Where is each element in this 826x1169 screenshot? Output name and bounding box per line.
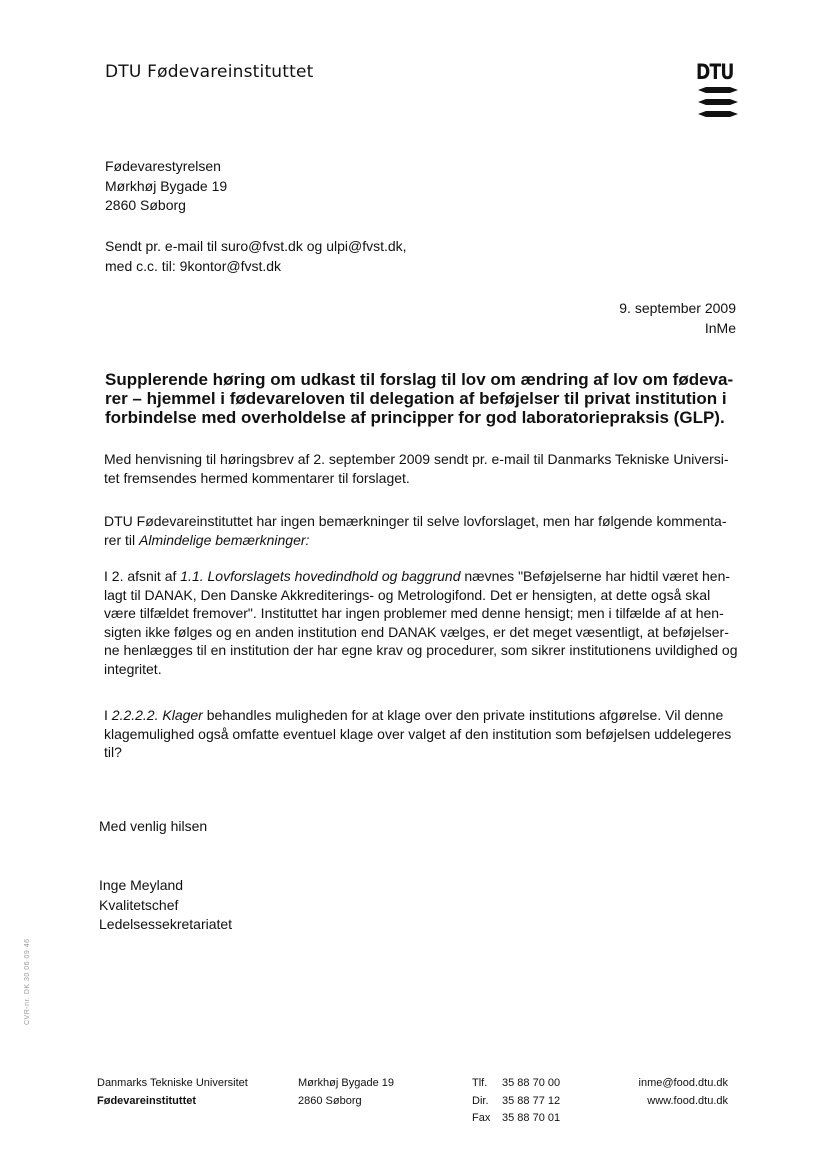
footer-contact bbox=[639, 1075, 728, 1110]
recipient-line: Fødevarestyrelsen bbox=[105, 158, 221, 174]
footer-org-name: Danmarks Tekniske Universitet bbox=[97, 1077, 248, 1089]
text-line bbox=[104, 706, 744, 725]
text-line: Med henvisning til høringsbrev af 2. september 2009 sendt pr. e-mail til Danmarks Tekniske Universi- bbox=[104, 451, 729, 467]
signature-block bbox=[99, 876, 232, 935]
phone-number: 35 88 70 01 bbox=[502, 1112, 561, 1124]
paragraph-section-2-2-2-2 bbox=[104, 706, 744, 762]
text-line: ne henlægges til en institution der har egne krav og procedurer, som sikrer institutionens uvildighed og bbox=[104, 642, 738, 658]
text-line bbox=[104, 567, 744, 586]
paragraph-section-1-1 bbox=[104, 567, 744, 678]
phone-label: Fax bbox=[472, 1112, 491, 1124]
text-span: nævnes "Beføjelserne har hidtil været hen- bbox=[460, 568, 731, 584]
text-line: DTU Fødevareinstituttet har ingen bemærkninger til selve lovforslaget, men har følgende kommenta- bbox=[104, 513, 727, 529]
footer-phone-row bbox=[472, 1075, 560, 1093]
initials: InMe bbox=[704, 319, 736, 336]
subject-heading bbox=[105, 370, 745, 427]
subject-line: rer – hjemmel i fødevareloven til delegation af beføjelser til privat institution i bbox=[105, 389, 727, 408]
date-block bbox=[619, 299, 736, 338]
italic-reference: Almindelige bemærkninger: bbox=[139, 531, 310, 548]
footer-phone-row bbox=[472, 1093, 560, 1111]
sent-info bbox=[105, 237, 407, 276]
italic-reference: 1.1. Lovforslagets hovedindhold og baggrund bbox=[180, 568, 461, 584]
letter-date: 9. september 2009 bbox=[619, 300, 736, 316]
signer-title: Kvalitetschef bbox=[99, 896, 179, 913]
footer-organization bbox=[97, 1075, 248, 1110]
text-line: sigten ikke følges og en anden institution end DANAK vælges, er det meget væsentligt, at beføjelser- bbox=[104, 623, 729, 640]
italic-reference: 2.2.2.2. Klager bbox=[111, 707, 203, 723]
text-line: klagemulighed også omfatte eventuel klage over valget af den institution som beføjelsen uddelegeres bbox=[104, 725, 732, 742]
closing: Med venlig hilsen bbox=[99, 818, 208, 834]
recipient-address bbox=[105, 157, 227, 216]
signer-department: Ledelsessekretariatet bbox=[99, 916, 233, 932]
footer-email: inme@food.dtu.dk bbox=[638, 1077, 728, 1089]
text-span: I bbox=[104, 707, 112, 723]
recipient-line: Mørkhøj Bygade 19 bbox=[105, 177, 228, 194]
footer-institute-name: Fødevareinstituttet bbox=[97, 1094, 197, 1107]
cvr-sidemark: CVR-nr. DK 30 06 09 46 bbox=[24, 938, 31, 1025]
sender-name: DTU Fødevareinstituttet bbox=[105, 62, 314, 82]
footer-phone-row bbox=[472, 1110, 560, 1128]
text-line: være tilfældet fremover". Instituttet har ingen problemer med denne hensigt; men i tilfælde af at hen- bbox=[104, 605, 724, 621]
text-line bbox=[104, 531, 744, 550]
footer-website: www.food.dtu.dk bbox=[647, 1094, 728, 1107]
text-span: behandles muligheden for at klage over den private institutions afgørelse. Vil denne bbox=[202, 707, 724, 723]
phone-number: 35 88 70 00 bbox=[502, 1077, 561, 1089]
text-line: integritet. bbox=[104, 660, 162, 677]
phone-number: 35 88 77 12 bbox=[502, 1094, 561, 1107]
recipient-line: 2860 Søborg bbox=[105, 197, 186, 213]
subject-line: forbindelse med overholdelse af principper for god laboratoriepraksis (GLP). bbox=[105, 408, 725, 427]
text-span: I 2. afsnit af bbox=[104, 568, 181, 584]
footer-city: 2860 Søborg bbox=[298, 1094, 362, 1107]
sent-line: Sendt pr. e-mail til suro@fvst.dk og ulpi@fvst.dk, bbox=[105, 238, 407, 254]
dtu-logo-mark-icon bbox=[696, 86, 740, 120]
text-line: lagt til DANAK, Den Danske Akkrediterings- og Metrologifond. Det er hensigten, at dette også skal bbox=[104, 586, 711, 603]
cc-line: med c.c. til: 9kontor@fvst.dk bbox=[105, 257, 282, 274]
phone-label: Dir. bbox=[472, 1094, 489, 1107]
phone-label: Tlf. bbox=[472, 1077, 488, 1089]
text-line: tet fremsendes hermed kommentarer til forslaget. bbox=[104, 469, 410, 486]
signer-name: Inge Meyland bbox=[99, 877, 184, 893]
subject-line: Supplerende høring om udkast til forslag til lov om ændring af lov om fødeva- bbox=[105, 370, 734, 389]
paragraph-comments bbox=[104, 512, 744, 549]
footer-phones bbox=[472, 1075, 560, 1128]
footer-street: Mørkhøj Bygade 19 bbox=[298, 1077, 394, 1089]
text-span: rer til bbox=[104, 531, 139, 548]
logo-text: DTU bbox=[696, 60, 734, 84]
text-line: til? bbox=[104, 744, 122, 760]
paragraph-intro bbox=[104, 450, 744, 487]
dtu-logo bbox=[696, 60, 742, 120]
footer-address bbox=[298, 1075, 394, 1110]
